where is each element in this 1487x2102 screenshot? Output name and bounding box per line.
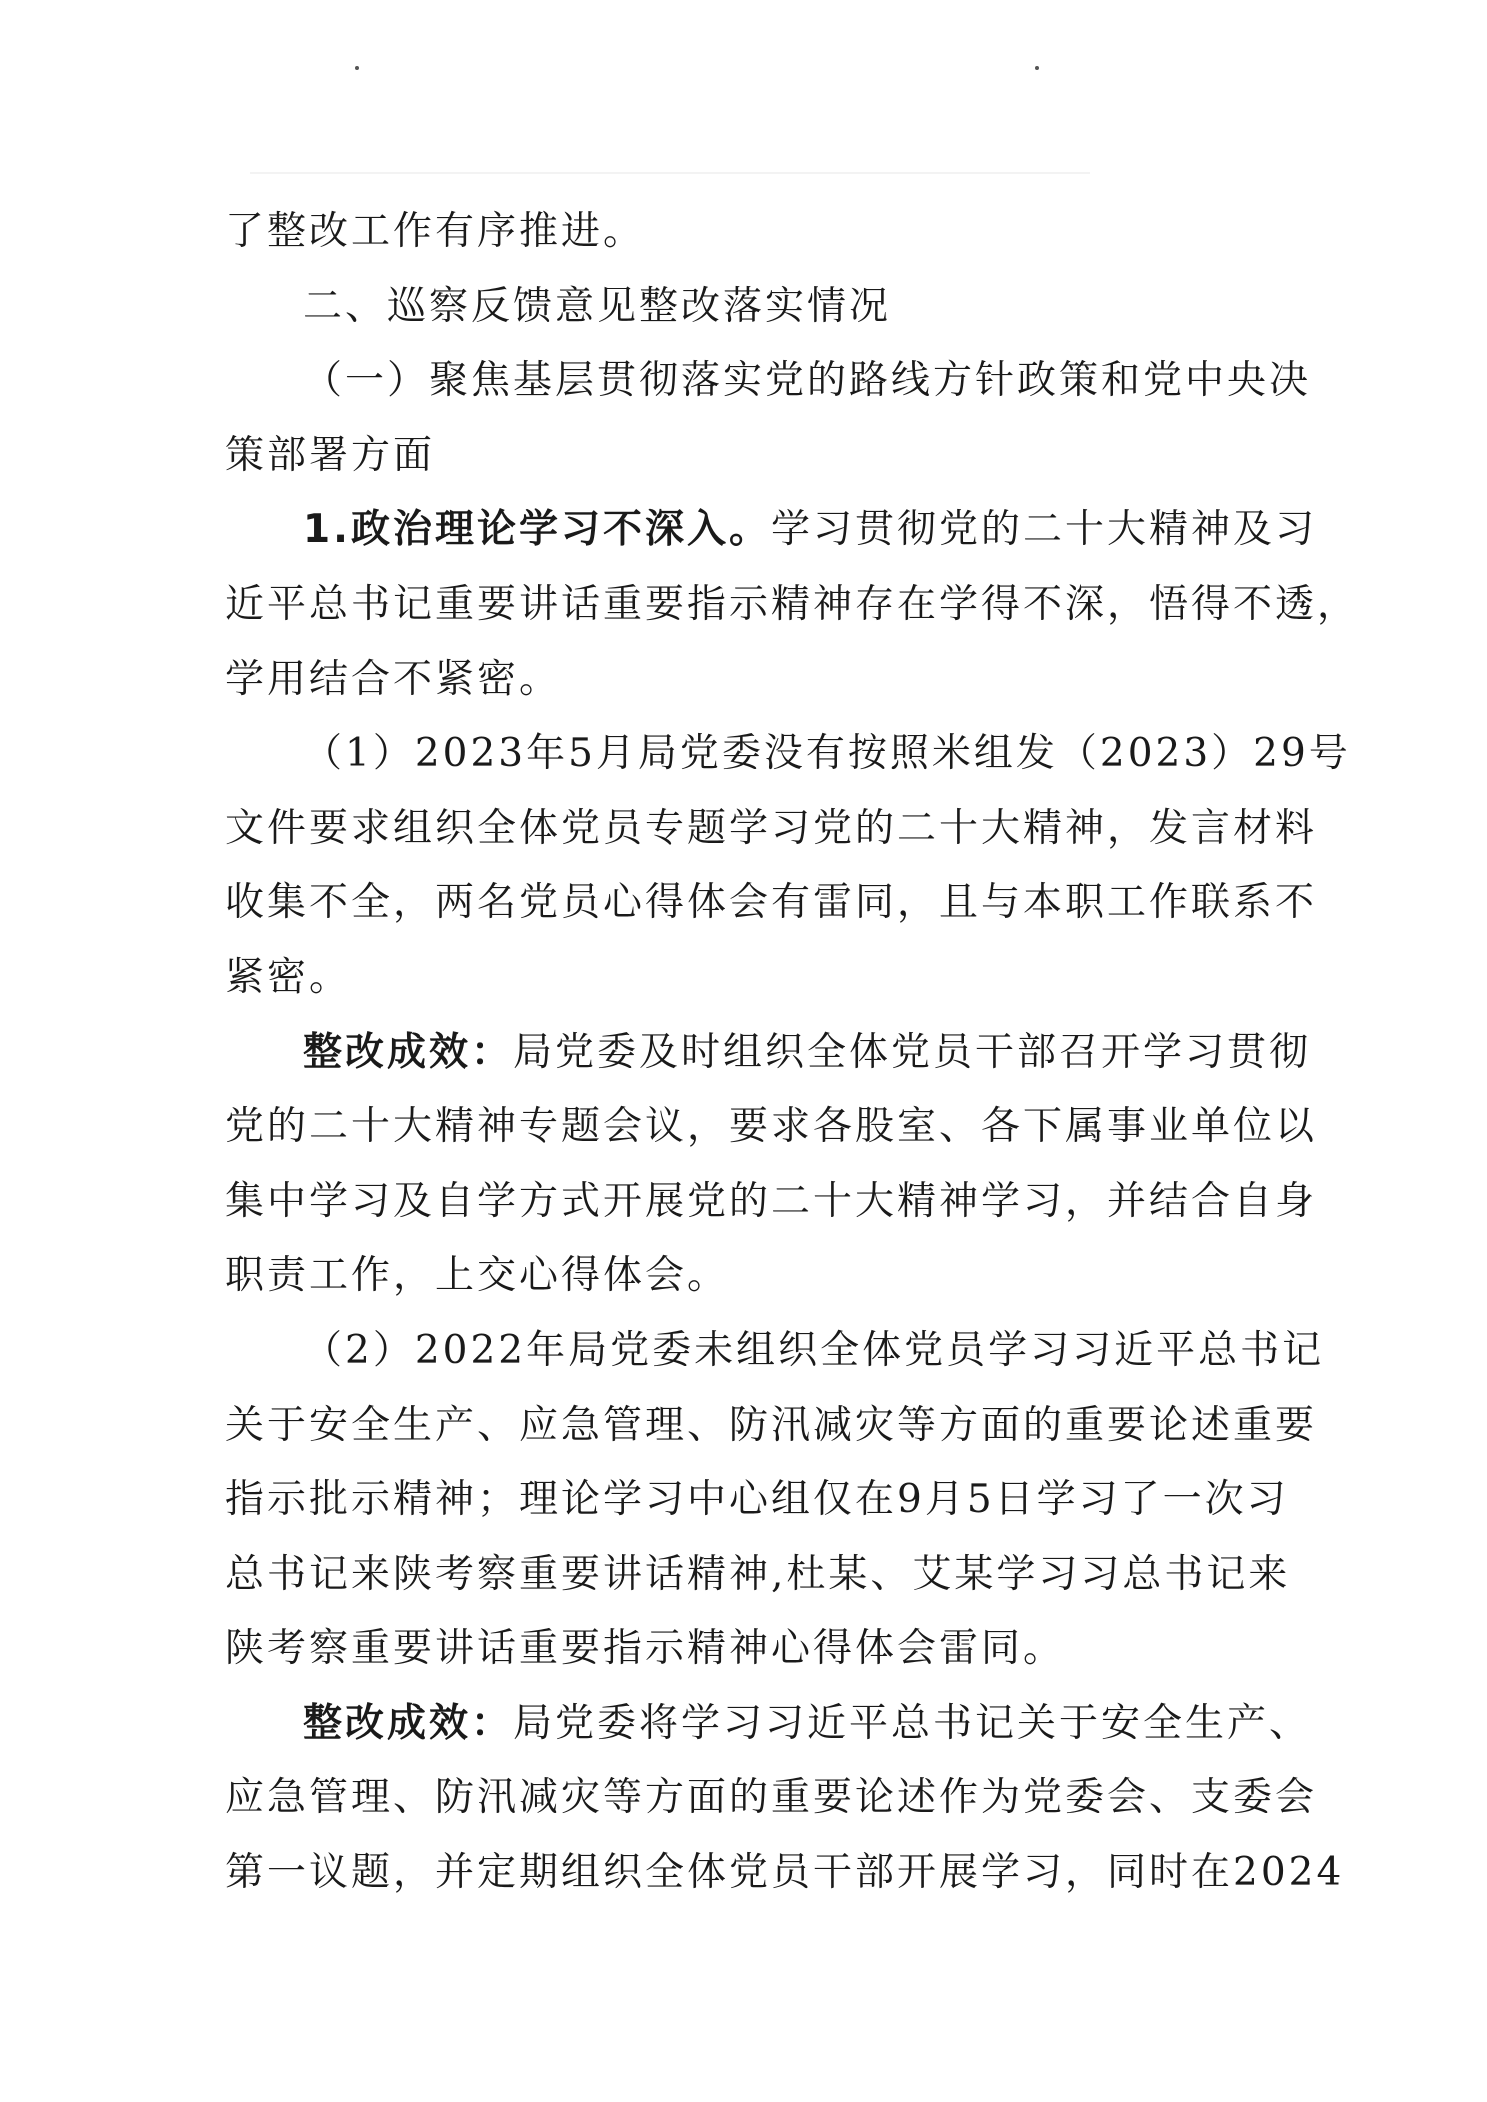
paragraph-line xyxy=(225,493,1317,568)
paragraph-line: （2）2022年局党委未组织全体党员学习习近平总书记 xyxy=(303,1327,1325,1373)
result-label: 整改成效： xyxy=(303,1029,514,1075)
paragraph-line: 学用结合不紧密。 xyxy=(225,656,562,702)
item-text: 学习贯彻党的二十大精神及习 xyxy=(770,507,1317,553)
paragraph-line xyxy=(225,1687,1312,1762)
paragraph-line: 应急管理、防汛减灾等方面的重要论述作为党委会、支委会 xyxy=(225,1775,1318,1821)
item-title: 1.政治理论学习不深入。 xyxy=(303,507,771,553)
paragraph-line: 职责工作，上交心得体会。 xyxy=(225,1253,730,1299)
paragraph-line: 指示批示精神；理论学习中心组仅在9月5日学习了一次习 xyxy=(225,1477,1289,1523)
section-heading: 二、巡察反馈意见整改落实情况 xyxy=(303,283,892,329)
result-text: 局党委将学习习近平总书记关于安全生产、 xyxy=(513,1700,1312,1746)
paragraph-line: 集中学习及自学方式开展党的二十大精神学习，并结合自身 xyxy=(225,1178,1318,1224)
scan-artifact-line xyxy=(250,172,1090,174)
paragraph-line: 文件要求组织全体党员专题学习党的二十大精神，发言材料 xyxy=(225,805,1318,851)
paragraph-line: 近平总书记重要讲话重要指示精神存在学得不深，悟得不透， xyxy=(225,581,1360,627)
document-body xyxy=(225,195,1360,1911)
paragraph-line: 收集不全，两名党员心得体会有雷同，且与本职工作联系不 xyxy=(225,880,1318,926)
paragraph-line: 了整改工作有序推进。 xyxy=(225,209,646,254)
paragraph-line: （1）2023年5月局党委没有按照米组发（2023）29号 xyxy=(303,731,1351,777)
result-label: 整改成效： xyxy=(303,1700,514,1746)
paragraph-line: 党的二十大精神专题会议，要求各股室、各下属事业单位以 xyxy=(225,1104,1318,1150)
result-text: 局党委及时组织全体党员干部召开学习贯彻 xyxy=(513,1029,1312,1075)
paragraph-line: 陕考察重要讲话重要指示精神心得体会雷同。 xyxy=(225,1626,1066,1672)
paragraph-line: 紧密。 xyxy=(225,954,352,1000)
paragraph-line xyxy=(225,1016,1312,1091)
subsection-heading: （一）聚焦基层贯彻落实党的路线方针政策和党中央决 xyxy=(303,358,1312,404)
subsection-heading-cont: 策部署方面 xyxy=(225,432,436,478)
paragraph-line: 第一议题，并定期组织全体党员干部开展学习，同时在2024 xyxy=(225,1850,1345,1896)
scan-speck xyxy=(355,66,359,70)
scan-speck xyxy=(1035,66,1039,70)
paragraph-line: 关于安全生产、应急管理、防汛减灾等方面的重要论述重要 xyxy=(225,1402,1318,1448)
paragraph-line: 总书记来陕考察重要讲话精神,杜某、艾某学习习总书记来 xyxy=(225,1551,1291,1597)
